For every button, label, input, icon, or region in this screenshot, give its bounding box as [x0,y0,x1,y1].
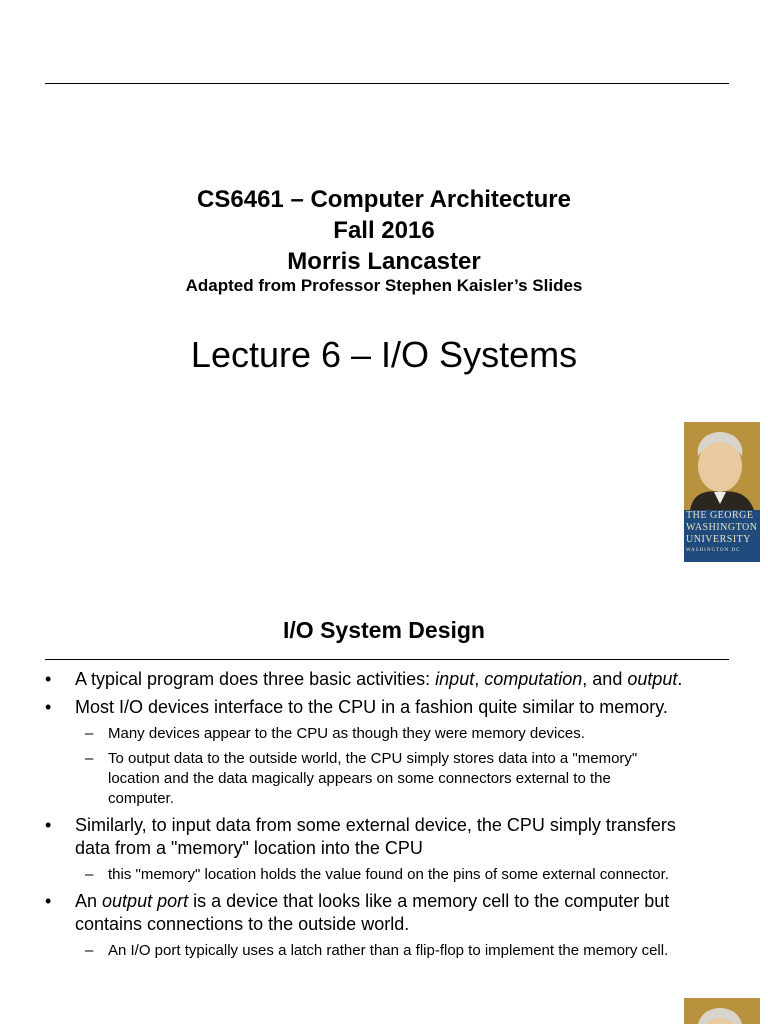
instructor: Morris Lancaster [287,248,481,275]
university-logo-partial [684,998,760,1024]
sub-bullet-item: – To output data to the outside world, the CPU simply stores data into a "memory" location and the data magically appears on some connectors external to the computer. [85,750,638,807]
bullet-item: • A typical program does three basic activities: input, computation, and output. [45,669,683,689]
sub-bullet-item: – Many devices appear to the CPU as though they were memory devices. [85,725,585,742]
bullet-item: • Similarly, to input data from some external device, the CPU simply transfers data from a "memory" location into the CPU [45,815,676,858]
slide2-title: I/O System Design [283,617,485,643]
bullet-item: • An output port is a device that looks like a memory cell to the computer but contains connections to the outside world. [45,891,670,934]
portrait-image [684,422,760,510]
term: Fall 2016 [333,217,435,244]
bullet-item: • Most I/O devices interface to the CPU in a fashion quite similar to memory. [45,697,668,717]
sub-bullet-item: – this "memory" location holds the value found on the pins of some external connector. [85,866,669,883]
slide2-title-rule [45,659,729,660]
lecture-title: Lecture 6 – I/O Systems [190,334,578,375]
bullet-list [0,668,768,966]
adapted-credit: Adapted from Professor Stephen Kaisler’s Slides [185,276,583,295]
sub-bullet-item: – An I/O port typically uses a latch rather than a flip-flop to implement the memory cell. [85,942,669,959]
slide1-top-rule [45,83,729,84]
course-title: CS6461 – Computer Architecture [197,186,571,213]
logo-wordmark: THE GEORGE WASHINGTON UNIVERSITY WASHINGTON DC [684,510,760,562]
university-logo [684,422,760,564]
